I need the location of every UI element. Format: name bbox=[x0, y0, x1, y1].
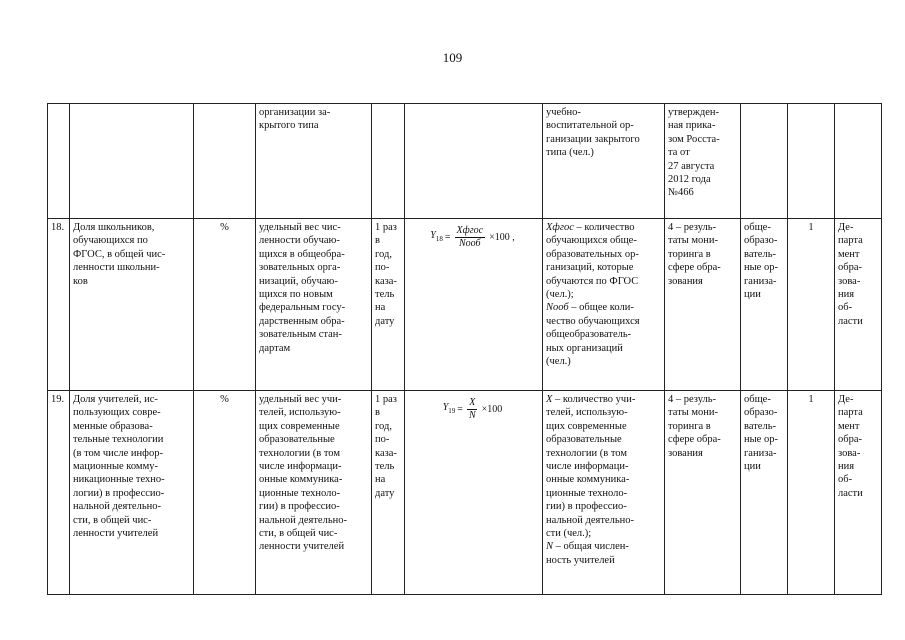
formula-lhs: $Y_{19}$ bbox=[442, 401, 456, 415]
cell-source bbox=[665, 391, 741, 595]
cell-variables bbox=[543, 219, 665, 391]
unit: % bbox=[220, 394, 229, 405]
cell-name bbox=[70, 219, 194, 391]
cell-num bbox=[48, 219, 70, 391]
source-text: 4 – резуль- таты мони- торинга в сфере обра- зования bbox=[668, 394, 721, 459]
cell-period bbox=[372, 219, 405, 391]
cell-responsible bbox=[835, 219, 882, 391]
cell-formula bbox=[405, 104, 543, 219]
level-text: обще- образо- ватель- ные ор- ганиза- ции bbox=[744, 394, 778, 473]
row-number: 18. bbox=[51, 222, 65, 233]
indicators-table bbox=[47, 103, 882, 595]
cell-responsible bbox=[835, 104, 882, 219]
responsible-text: Де- парта мент обра- зова- ния об- ласти bbox=[838, 222, 863, 327]
formula-numerator: Xфгос bbox=[456, 225, 484, 236]
formula bbox=[408, 225, 539, 250]
cell-definition bbox=[256, 219, 372, 391]
formula-fraction bbox=[455, 225, 486, 250]
cell-frequency bbox=[788, 104, 835, 219]
cell-definition bbox=[256, 391, 372, 595]
cell-num bbox=[48, 391, 70, 595]
definition-text: удельный вес чис- ленности обучаю- щихся в общеобра- зовательных орга- низаций, обучаю- щихся по новым федеральным госу- дарственным обра- зовательным стан- дартам bbox=[259, 222, 346, 354]
period-text: 1 раз в год, по- каза- тель на дату bbox=[375, 394, 397, 499]
cell-source bbox=[665, 219, 741, 391]
indicator-name: Доля школьников, обучающихся по ФГОС, в общей чис- ленности школьни- ков bbox=[73, 222, 166, 287]
cell-period bbox=[372, 104, 405, 219]
cell-unit bbox=[194, 219, 256, 391]
source-text: 4 – резуль- таты мони- торинга в сфере обра- зования bbox=[668, 222, 721, 287]
formula-lhs: $Y_{18}$ bbox=[430, 229, 443, 243]
indicator-name: Доля учителей, ис- пользующих совре- менные образова- тельные технологии (в том числе инфор- мационные комму- никационные техно- логии) в профессио- нальной деятельно- сти, в общей чис- ленности учителей bbox=[73, 394, 165, 540]
table-row bbox=[48, 391, 882, 595]
cell-period bbox=[372, 391, 405, 595]
frequency-text: 1 bbox=[808, 394, 814, 405]
variables-text: X – количество учи- телей, использую- щих современные образовательные технологии (в том числе информаци- онные коммуника- ционные техноло- гии) в профессио- нальной деятельно- сти (чел.); N – общая числен- ность учителей bbox=[546, 394, 636, 566]
formula-equals: = bbox=[457, 403, 463, 415]
cell-level bbox=[741, 391, 788, 595]
cell-formula bbox=[405, 391, 543, 595]
definition-text: удельный вес учи- телей, использую- щих современные образовательные технологии (в том числе информаци- онные коммуника- ционные техноло- гии) в профессио- нальной деятельно- сти, в общей чис- ленности учителей bbox=[259, 394, 347, 553]
cell-num bbox=[48, 104, 70, 219]
row-number: 19. bbox=[51, 394, 65, 405]
cell-responsible bbox=[835, 391, 882, 595]
page-number: 109 bbox=[442, 50, 463, 65]
cell-source bbox=[665, 104, 741, 219]
cell-definition bbox=[256, 104, 372, 219]
cell-name bbox=[70, 104, 194, 219]
formula-denominator: N bbox=[468, 410, 476, 421]
period-text: 1 раз в год, по- каза- тель на дату bbox=[375, 222, 397, 327]
definition-text: организации за- крытого типа bbox=[259, 107, 331, 132]
responsible-text: Де- парта мент обра- зова- ния об- ласти bbox=[838, 394, 863, 499]
cell-variables bbox=[543, 104, 665, 219]
source-text: утвержден- ная прика- зом Росста- та от 27 августа 2012 года №466 bbox=[668, 107, 720, 199]
formula bbox=[408, 397, 539, 422]
cell-unit bbox=[194, 104, 256, 219]
formula-multiplier: ×100 bbox=[481, 403, 503, 415]
cell-frequency bbox=[788, 391, 835, 595]
cell-frequency bbox=[788, 219, 835, 391]
frequency-text: 1 bbox=[808, 222, 814, 233]
table-row bbox=[48, 219, 882, 391]
cell-level bbox=[741, 104, 788, 219]
unit: % bbox=[220, 222, 229, 233]
cell-unit bbox=[194, 391, 256, 595]
variables-text: учебно- воспитательной ор- ганизации закрытого типа (чел.) bbox=[546, 107, 640, 159]
formula-equals: = bbox=[444, 231, 451, 243]
table-row-continuation bbox=[48, 104, 882, 219]
level-text: обще- образо- ватель- ные ор- ганиза- ции bbox=[744, 222, 778, 301]
formula-multiplier: ×100 , bbox=[489, 231, 515, 243]
cell-variables bbox=[543, 391, 665, 595]
formula-numerator: X bbox=[469, 397, 476, 408]
formula-fraction bbox=[467, 397, 478, 422]
formula-denominator: Nооб bbox=[458, 238, 481, 249]
cell-name bbox=[70, 391, 194, 595]
cell-formula bbox=[405, 219, 543, 391]
cell-level bbox=[741, 219, 788, 391]
variables-text: Xфгос – количество обучающихся обще- образовательных ор- ганизаций, которые обучаются по ФГОС (чел.); Nооб – общее коли- чество обучающихся общеобразователь- ных организаций (чел.) bbox=[546, 222, 640, 368]
